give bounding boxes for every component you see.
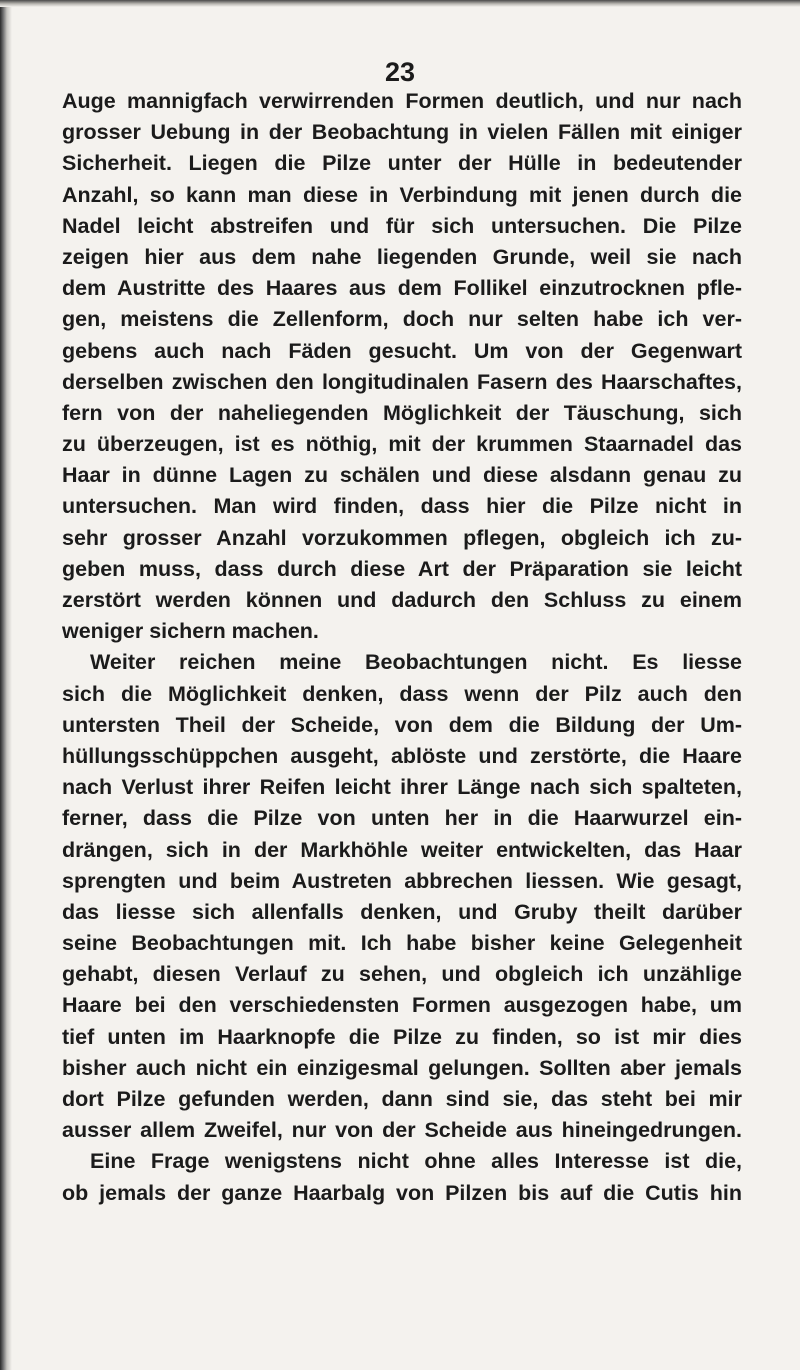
text-line: Weiter reichen meine Beobachtungen nicht. Es liesse	[90, 650, 742, 675]
text-line: derselben zwischen den longitudinalen Fasern des Haarschaftes,	[62, 369, 742, 394]
text-line: Nadel leicht abstreifen und für sich untersuchen. Die Pilze	[62, 213, 742, 238]
text-line: bisher auch nicht ein einzigesmal gelungen. Sollten aber jemals	[62, 1055, 742, 1080]
text-line: tief unten im Haarknopfe die Pilze zu finden, so ist mir dies	[62, 1024, 742, 1049]
text-line: gehabt, diesen Verlauf zu sehen, und obgleich ich unzählige	[62, 962, 742, 987]
text-line: drängen, sich in der Markhöhle weiter entwickelten, das Haar	[62, 837, 742, 862]
scan-edge-top	[0, 0, 800, 7]
text-line: Sicherheit. Liegen die Pilze unter der Hülle in bedeutender	[62, 151, 742, 176]
text-line: Haar in dünne Lagen zu schälen und diese alsdann genau zu	[62, 463, 742, 488]
text-line: Haare bei den verschiedensten Formen ausgezogen habe, um	[62, 993, 742, 1018]
text-line: sehr grosser Anzahl vorzukommen pflegen, obgleich ich zu-	[62, 525, 742, 550]
text-line: grosser Uebung in der Beobachtung in vielen Fällen mit einiger	[62, 120, 742, 145]
text-line: zerstört werden können und dadurch den Schluss zu einem	[62, 588, 742, 612]
text-line: das liesse sich allenfalls denken, und Gruby theilt darüber	[62, 899, 742, 924]
text-line: Eine Frage wenigstens nicht ohne alles Interesse ist die,	[90, 1149, 742, 1174]
text-line: weniger sichern machen.	[62, 619, 319, 644]
text-line: untersten Theil der Scheide, von dem die Bildung der Um-	[62, 712, 742, 737]
text-line: hüllungsschüppchen ausgeht, ablöste und zerstörte, die Haare	[62, 743, 742, 768]
text-line: ausser allem Zweifel, nur von der Scheide aus hineingedrungen.	[62, 1118, 742, 1143]
text-line: geben muss, dass durch diese Art der Präparation sie leicht	[62, 556, 742, 581]
text-line: ob jemals der ganze Haarbalg von Pilzen bis auf die Cutis hin	[62, 1180, 742, 1205]
text-line: zeigen hier aus dem nahe liegenden Grunde, weil sie nach	[62, 244, 742, 269]
text-line: gen, meistens die Zellenform, doch nur selten habe ich ver-	[62, 307, 742, 332]
text-line: dort Pilze gefunden werden, dann sind sie, das steht bei mir	[62, 1087, 742, 1111]
text-line: fern von der naheliegenden Möglichkeit der Täuschung, sich	[62, 400, 742, 425]
text-line: nach Verlust ihrer Reifen leicht ihrer Länge nach sich spalteten,	[62, 775, 742, 800]
text-line: sich die Möglichkeit denken, dass wenn der Pilz auch den	[62, 681, 742, 706]
text-line: ferner, dass die Pilze von unten her in die Haarwurzel ein-	[62, 806, 742, 831]
text-line: sprengten und beim Austreten abbrechen liessen. Wie gesagt,	[62, 868, 742, 893]
text-line: dem Austritte des Haares aus dem Follikel einzutrocknen pfle-	[62, 276, 742, 301]
text-line: gebens auch nach Fäden gesucht. Um von der Gegenwart	[62, 338, 742, 363]
body-text	[62, 86, 742, 1209]
text-line: untersuchen. Man wird finden, dass hier die Pilze nicht in	[62, 494, 742, 519]
text-line: zu überzeugen, ist es nöthig, mit der krummen Staarnadel das	[62, 432, 742, 457]
text-line: Anzahl, so kann man diese in Verbindung mit jenen durch die	[62, 182, 742, 207]
text-line: Auge mannigfach verwirrenden Formen deutlich, und nur nach	[62, 89, 742, 113]
text-line: seine Beobachtungen mit. Ich habe bisher keine Gelegenheit	[62, 931, 742, 956]
page-number: 23	[384, 57, 416, 87]
scan-edge-left	[0, 0, 12, 1370]
